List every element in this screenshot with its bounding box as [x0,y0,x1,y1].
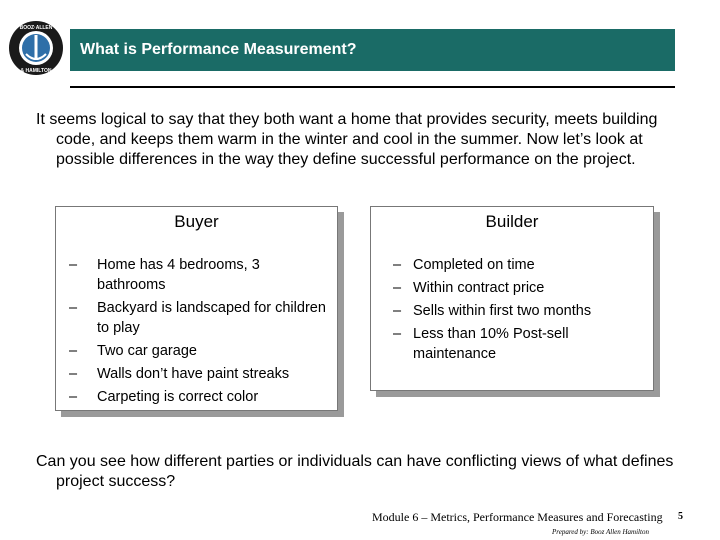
intro-paragraph: It seems logical to say that they both want a home that provides security, meets building code, and keeps them warm in the winter and cool in the summer. Now let’s look at possible differences in the way they define successful performance on the project. [36,111,658,168]
builder-box [370,206,654,391]
prepared-by: Prepared by: Booz Allen Hamilton [552,528,649,536]
svg-text:BOOZ·ALLEN: BOOZ·ALLEN [19,25,53,31]
builder-item: – Completed on time [393,257,535,273]
builder-item: – Within contract price [393,280,545,296]
buyer-item: – Backyard is landscaped for children to play [69,300,326,336]
slide-title: What is Performance Measurement? [80,41,357,58]
title-divider [70,86,675,88]
closing-question: Can you see how different parties or individuals can have conflicting views of what defines project success? [36,453,674,490]
svg-text:& HAMILTON: & HAMILTON [20,68,52,74]
footer-module: Module 6 – Metrics, Performance Measures and Forecasting [372,510,663,524]
buyer-item: – Carpeting is correct color [69,389,259,405]
company-logo [8,20,64,76]
buyer-item: – Two car garage [69,343,197,359]
builder-item: – Less than 10% Post-sell maintenance [393,326,569,362]
buyer-box [55,206,338,411]
buyer-heading: Buyer [174,212,219,231]
builder-list [371,232,653,364]
builder-item: – Sells within first two months [393,303,592,319]
buyer-item: – Home has 4 bedrooms, 3 bathrooms [69,257,260,293]
buyer-item: – Walls don’t have paint streaks [69,366,290,382]
page-number: 5 [678,511,683,522]
slide-title-bar [70,29,675,71]
builder-heading: Builder [485,212,539,231]
buyer-list [56,232,337,407]
